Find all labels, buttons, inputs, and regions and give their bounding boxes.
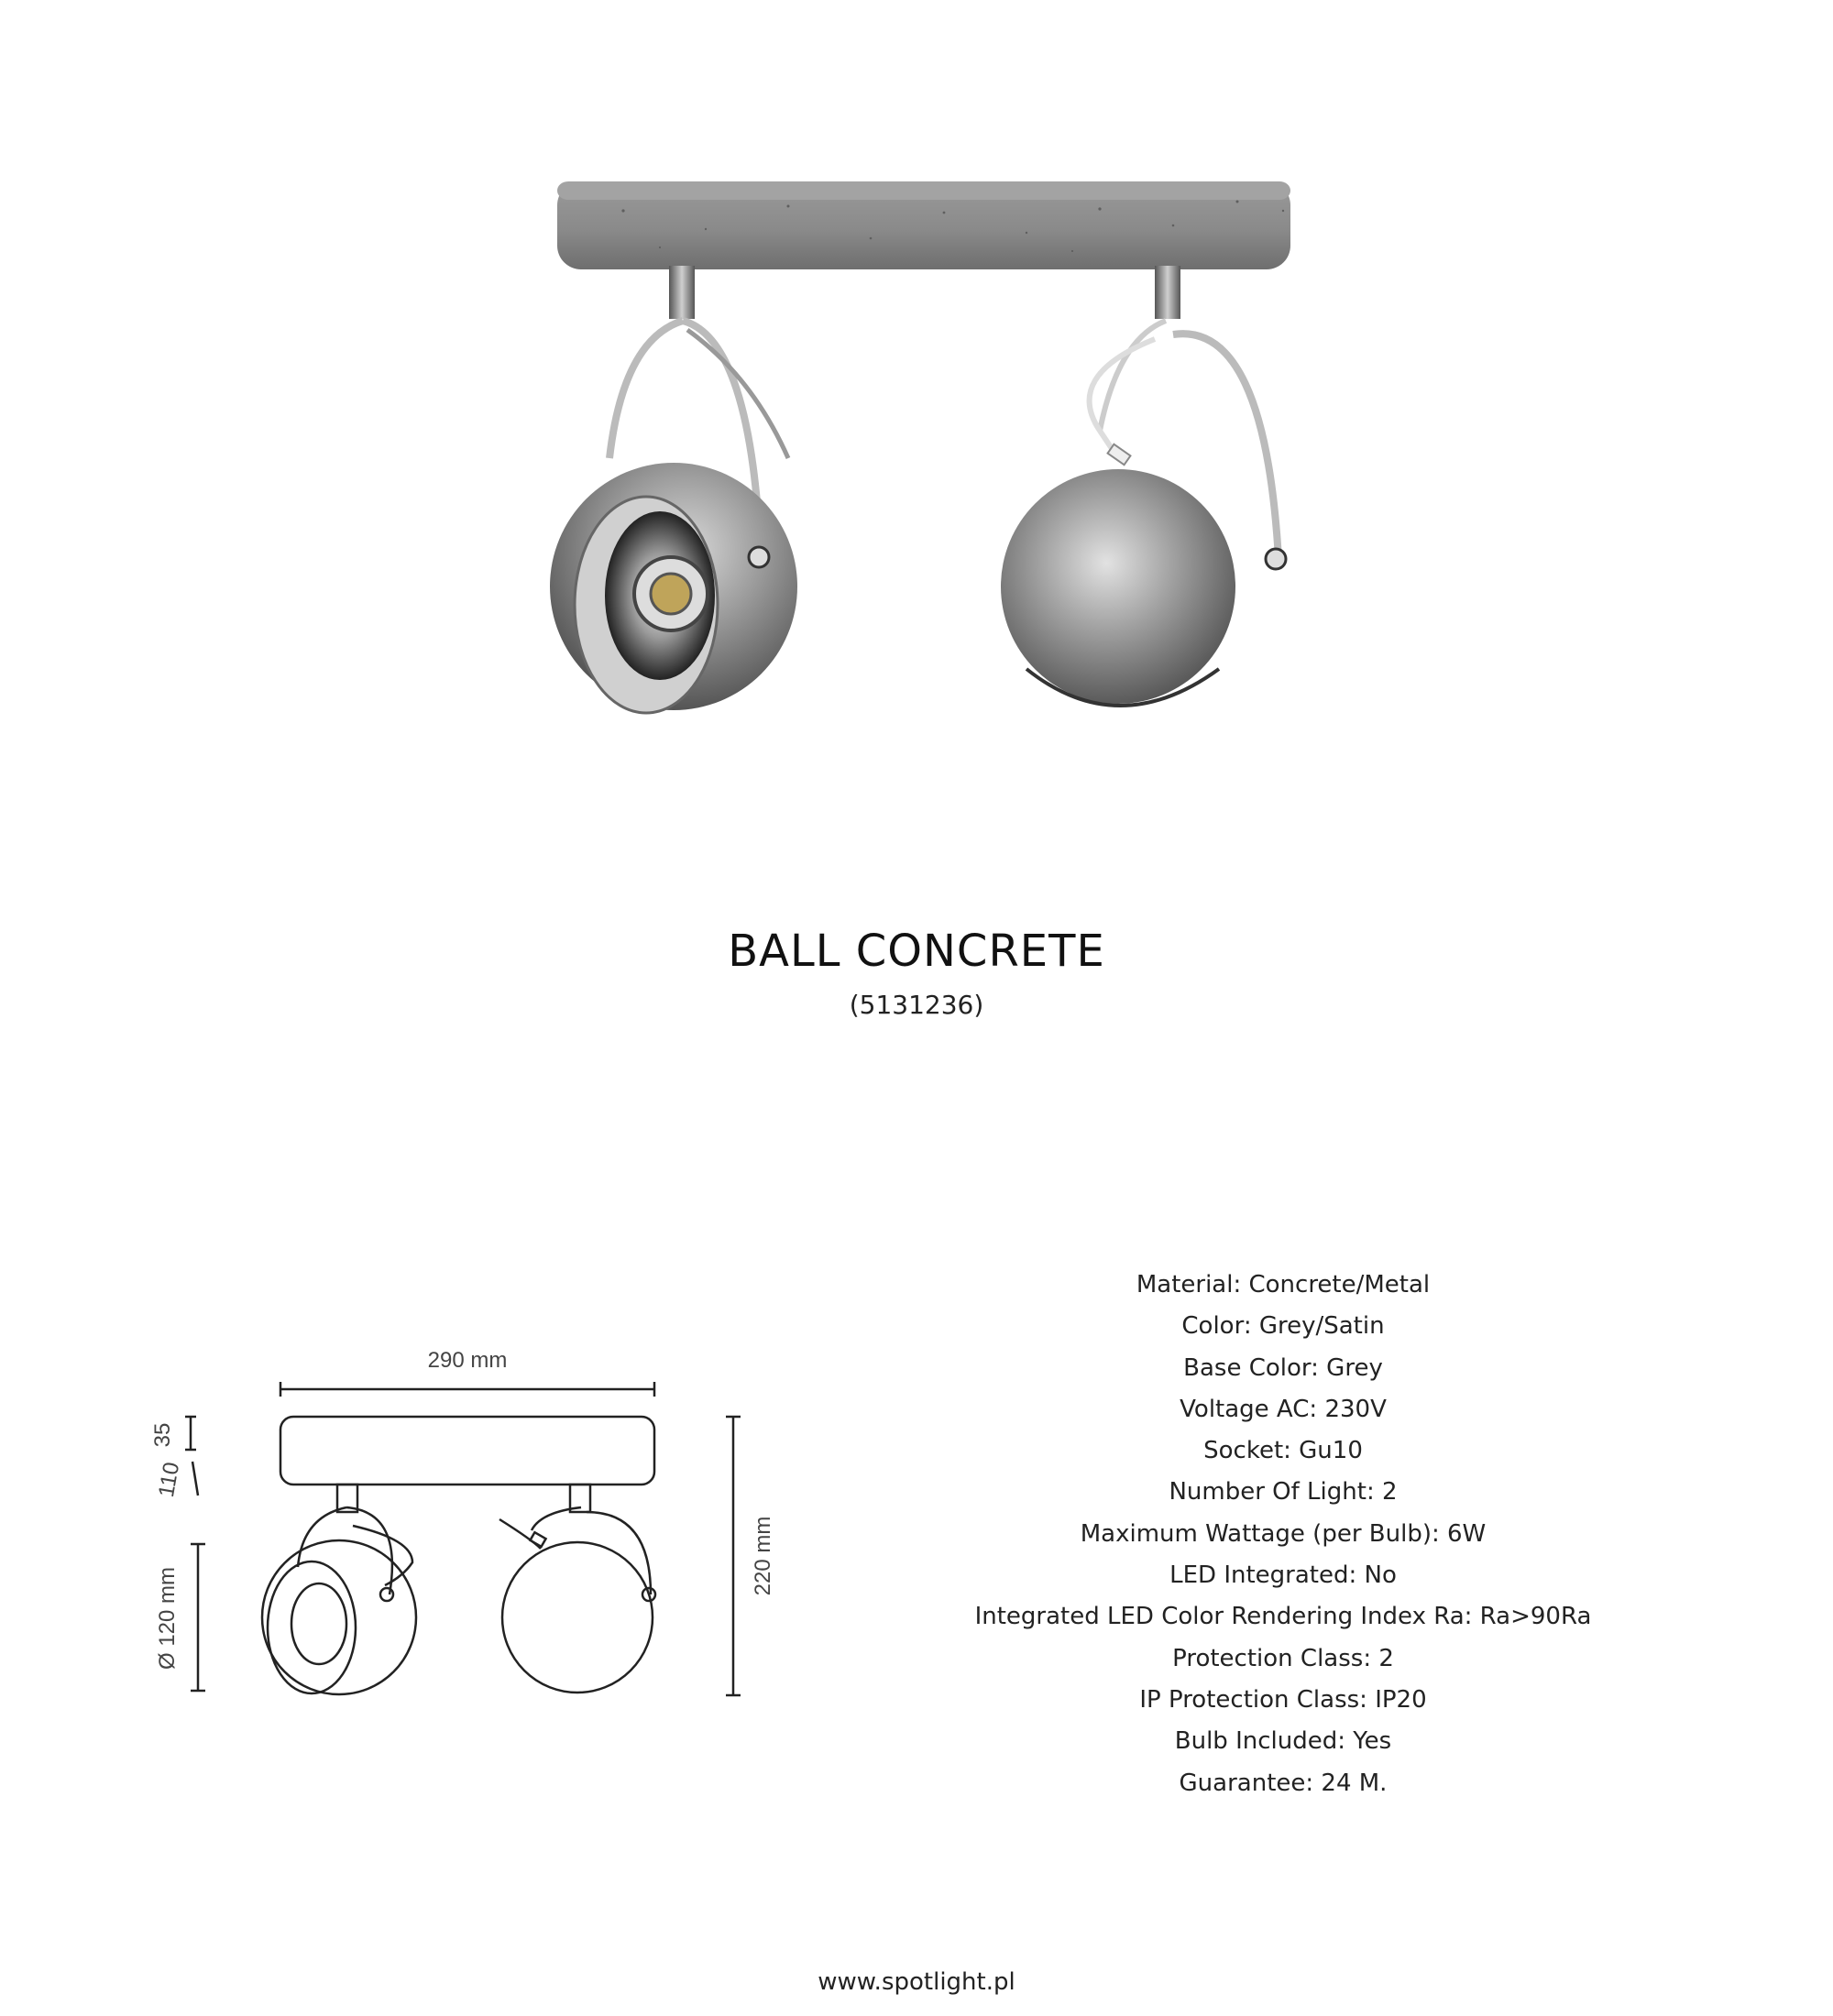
- product-photo: [513, 156, 1338, 779]
- spec-material: Material: Concrete/Metal: [1136, 1271, 1431, 1298]
- spec-number-of-light: Number Of Light: 2: [1169, 1478, 1398, 1507]
- spec-ip-class: IP Protection Class: IP20: [1139, 1685, 1427, 1714]
- spec-protection-class: Protection Class: 2: [1172, 1644, 1394, 1672]
- right-spot: [1001, 266, 1286, 706]
- concrete-base: [557, 181, 1290, 269]
- spec-bulb-included: Bulb Included: Yes: [1174, 1727, 1392, 1756]
- spec-led-integrated: LED Integrated: No: [1169, 1561, 1397, 1590]
- base-height-label: 35: [150, 1422, 175, 1448]
- ball-diameter-label: Ø 120 mm: [155, 1566, 180, 1671]
- width-label: 290 mm: [427, 1348, 508, 1373]
- arm-height-label: 110: [153, 1460, 185, 1499]
- product-code: (5131236): [849, 990, 984, 1020]
- spec-cri: Integrated LED Color Rendering Index Ra: Ra>90Ra: [974, 1603, 1592, 1631]
- spec-color: Color: Grey/Satin: [1181, 1312, 1385, 1341]
- spec-base-color: Base Color: Grey: [1183, 1353, 1383, 1382]
- specifications-list: [916, 1265, 1650, 1804]
- product-title: BALL CONCRETE: [728, 926, 1105, 977]
- technical-drawing: [137, 1320, 834, 1723]
- spec-guarantee: Guarantee: 24 M.: [1179, 1769, 1388, 1797]
- left-spot: [550, 266, 797, 713]
- total-height-label: 220 mm: [751, 1516, 775, 1596]
- spec-max-wattage: Maximum Wattage (per Bulb): 6W: [1080, 1519, 1487, 1548]
- spec-voltage: Voltage AC: 230V: [1180, 1395, 1387, 1423]
- spec-socket: Socket: Gu10: [1203, 1437, 1363, 1465]
- website-link[interactable]: www.spotlight.pl: [818, 1968, 1015, 1996]
